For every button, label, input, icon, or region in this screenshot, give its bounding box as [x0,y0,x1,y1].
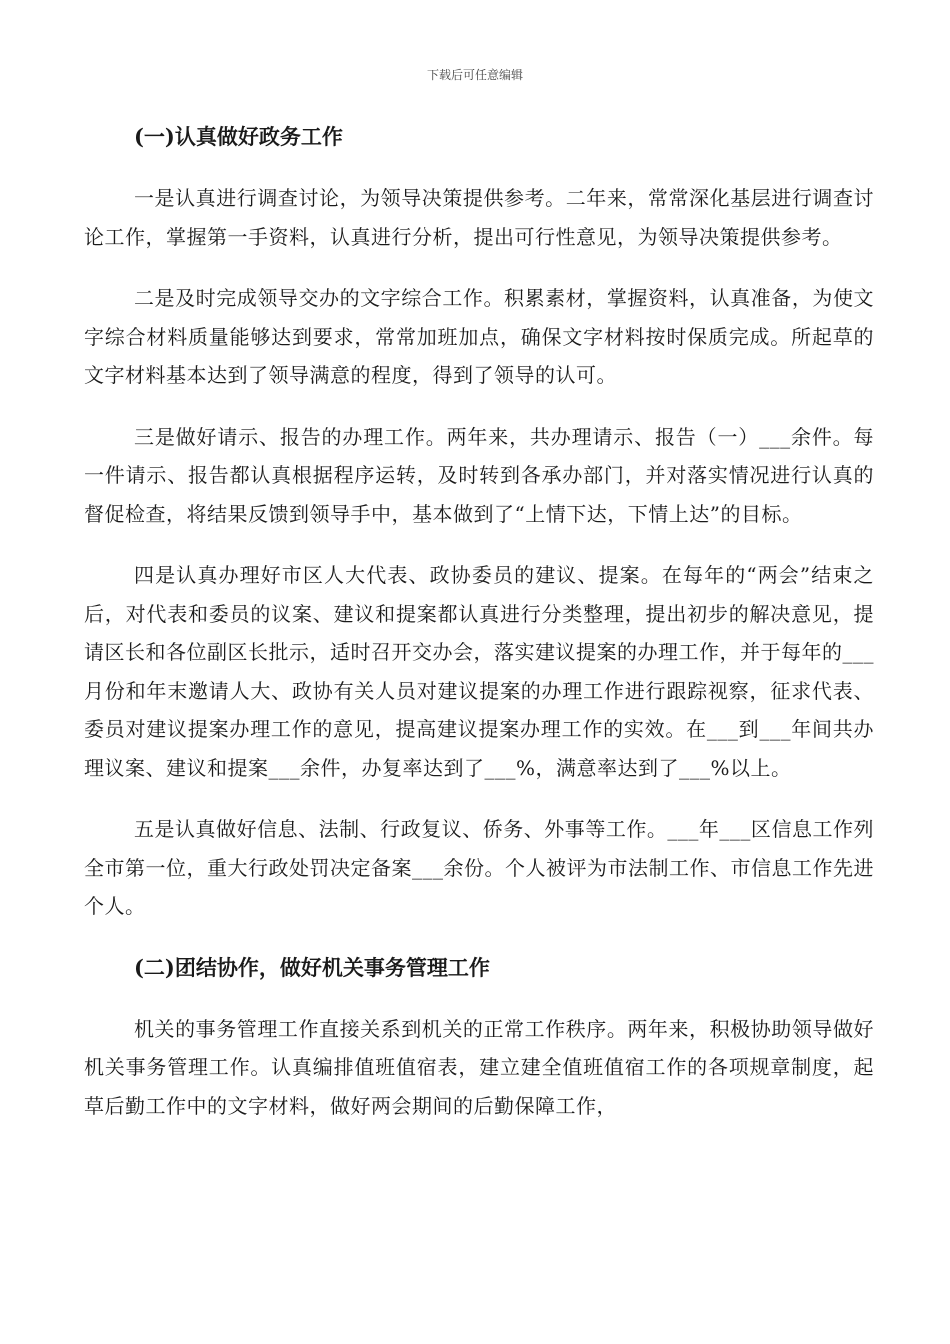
section-2 [84,949,874,1126]
paragraph: 二是及时完成领导交办的文字综合工作。积累素材，掌握资料，认真准备，为使文字综合材料质量能够达到要求，常常加班加点，确保文字材料按时保质完成。所起草的文字材料基本达到了领导满意的程度，得到了领导的认可。 [84,286,874,387]
paragraph: 一是认真进行调查讨论，为领导决策提供参考。二年来，常常深化基层进行调查讨论工作，掌握第一手资料，认真进行分析，提出可行性意见，为领导决策提供参考。 [84,186,874,249]
page-header-note: 下载后可任意编辑 [426,68,523,82]
paragraph: 五是认真做好信息、法制、行政复议、侨务、外事等工作。___年___区信息工作列全市第一位，重大行政处罚决定备案___余份。个人被评为市法制工作、市信息工作先进个人。 [84,817,874,918]
paragraph: 三是做好请示、报告的办理工作。两年来，共办理请示、报告（一）___余件。每一件请示、报告都认真根据程序运转，及时转到各承办部门，并对落实情况进行认真的督促检查，将结果反馈到领导手中，基本做到了“上情下达，下情上达”的目标。 [84,424,874,526]
document-body [84,118,874,1148]
section-heading: (二)团结协作，做好机关事务管理工作 [134,954,490,980]
section-heading: (一)认真做好政务工作 [134,124,343,149]
paragraph: 四是认真办理好市区人大代表、政协委员的建议、提案。在每年的“两会”结束之后，对代表和委员的议案、建议和提案都认真进行分类整理，提出初步的解决意见，提请区长和各位副区长批示，适时召开交办会，落实建议提案的办理工作，并于每年的___月份和年末邀请人大、政协有关人员对建议提案的办理工作进行跟踪视察，征求代表、委员对建议提案办理工作的意见，提高建议提案办理工作的实效。在___到___年间共办理议案、建议和提案___余件，办复率达到了___%，满意率达到了___%以上。 [84,563,874,780]
paragraph: 机关的事务管理工作直接关系到机关的正常工作秩序。两年来，积极协助领导做好机关事务管理工作。认真编排值班值宿表，建立建全值班值宿工作的各项规章制度，起草后勤工作中的文字材料，做好两会期间的后勤保障工作， [84,1016,874,1118]
section-1 [84,118,874,926]
